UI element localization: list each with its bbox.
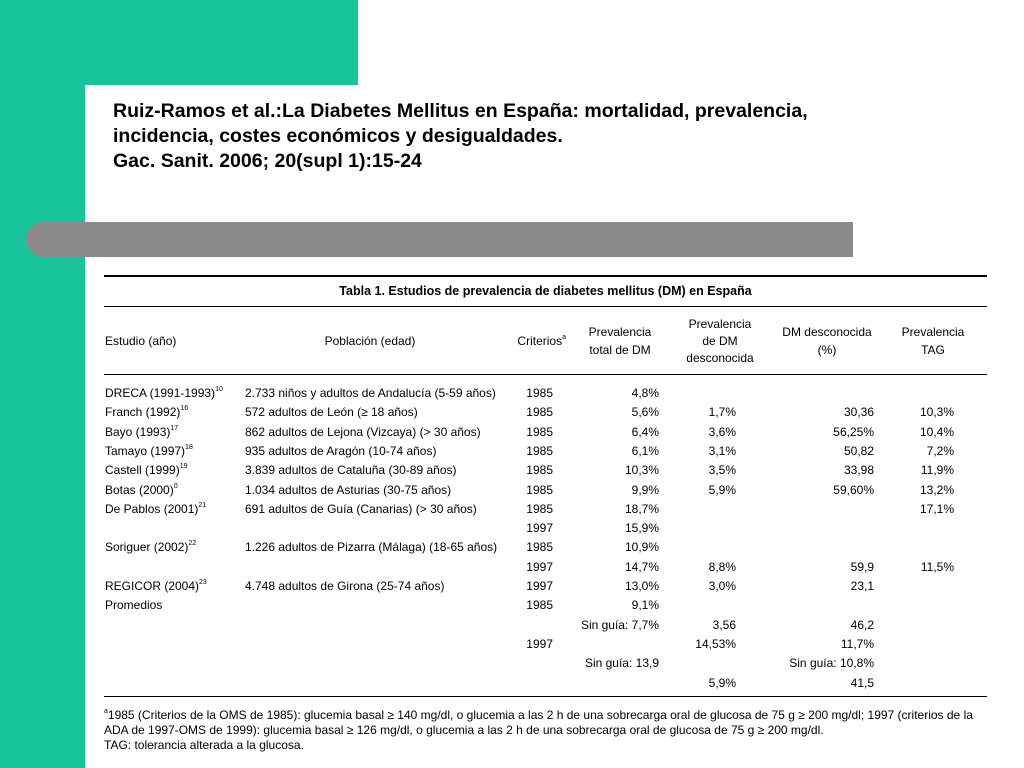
header-prev-tag-1: Prevalencia — [901, 325, 965, 339]
table-cell-prev-total: 15,9% — [624, 521, 659, 536]
header-prev-dm-3: desconocida — [686, 351, 754, 365]
table-cell-prev-total: 6,4% — [631, 424, 659, 439]
table-cell-prev-tag: 17,1% — [919, 501, 954, 516]
header-poblacion: Población (edad) — [324, 334, 416, 348]
table-cell-criterios: 1997 — [526, 559, 553, 574]
table-cell-estudio: Soriguer $(2002)^{22}$ — [105, 540, 197, 555]
table-cell-dm-desc: 41,5 — [850, 675, 874, 690]
table-cell-prev-dm: 14,53% — [695, 636, 736, 651]
header-prev-total-2: total de DM — [589, 343, 651, 357]
table-cell-prev-tag: 13,2% — [919, 482, 954, 497]
table-cell-prev-dm: 3,56 — [712, 617, 736, 632]
header-dm-desc-2: (%) — [817, 343, 837, 357]
title-line-3: Gac. Sanit. 2006; 20(supl 1):15-24 — [113, 150, 422, 172]
table-cell-estudio: Castell $(1999)^{19}$ — [105, 463, 188, 478]
header-dm-desc-1: DM desconocida — [782, 325, 872, 339]
table-cell-prev-total: 14,7% — [624, 559, 659, 574]
table-cell-poblacion: 1.034 adultos de Asturias (30-75 años) — [245, 482, 452, 497]
table-cell-prev-total: 4,8% — [631, 386, 659, 400]
table-cell-prev-dm: 3,5% — [708, 463, 736, 478]
header-estudio: Estudio (año) — [105, 334, 177, 348]
table-cell-dm-desc: Sin guía: 10,8% — [789, 656, 874, 671]
header-prev-dm-1: Prevalencia — [688, 317, 752, 331]
slide-title — [113, 99, 993, 174]
table-cell-estudio: Tamayo $(1997)^{18}$ — [105, 443, 193, 458]
table-cell-poblacion: 2.733 niños y adultos de Andalucía (5-59 años) — [245, 386, 496, 400]
table-cell-dm-desc: 56,25% — [833, 424, 874, 439]
table-bottom-rule — [104, 696, 987, 697]
footnote-line-2: ADA de 1997-OMS de 1999): glucemia basal ≥ 126 mg/dl, o glucemia a las 2 h de una sobrecarga oral de glucosa de 75 g ≥ 200 mg/dl. — [104, 723, 824, 737]
table-cell-prev-total: 9,1% — [631, 598, 659, 613]
table-footnotes — [104, 708, 994, 753]
table-cell-estudio: Botas $(2000)^0$ — [105, 482, 178, 497]
table-cell-poblacion: 862 adultos de Lejona (Vizcaya) (> 30 años) — [245, 424, 481, 439]
header-prev-total-1: Prevalencia — [588, 325, 652, 339]
table-cell-prev-dm: 3,1% — [708, 443, 736, 458]
table-cell-dm-desc: 33,98 — [843, 463, 874, 478]
table-cell-dm-desc: 59,60% — [833, 482, 874, 497]
table-cell-poblacion: 1.226 adultos de Pizarra (Málaga) (18-65 años) — [245, 540, 498, 555]
table-cell-criterios: 1997 — [526, 521, 553, 536]
table-cell-poblacion: 4.748 adultos de Girona (25-74 años) — [245, 579, 445, 593]
table-cell-dm-desc: 30,36 — [843, 405, 874, 420]
table-cell-prev-dm: 3,6% — [708, 424, 736, 439]
table-cell-prev-total: 13,0% — [624, 579, 659, 593]
table-cell-prev-total: 10,9% — [624, 540, 659, 555]
accent-top-bar — [0, 0, 358, 85]
table-cell-criterios: 1985 — [526, 463, 553, 478]
table-cell-prev-total: 5,6% — [631, 405, 659, 420]
table-top-rule — [104, 275, 987, 277]
table-cell-prev-total: Sin guía: 13,9 — [584, 656, 659, 671]
table-cell-criterios: 1985 — [526, 540, 553, 555]
header-rule — [104, 374, 987, 375]
table-cell-estudio: Franch $(1992)^{16}$ — [105, 405, 189, 420]
table-cell-criterios: 1997 — [526, 579, 553, 593]
table-cell-prev-tag: 11,5% — [920, 559, 954, 574]
footnote-line-3: TAG: tolerancia alterada a la glucosa. — [104, 738, 304, 752]
caption-rule — [104, 306, 987, 307]
table-cell-estudio: REGICOR $(2004)^{23}$ — [105, 579, 207, 593]
table-cell-dm-desc: 59,9 — [850, 559, 874, 574]
table-cell-prev-total: 9,9% — [631, 482, 659, 497]
header-criterios: Criterios$^a$ — [517, 334, 566, 348]
table-cell-criterios: 1997 — [526, 636, 553, 651]
header-prev-tag-2: TAG — [921, 343, 945, 357]
table-cell-estudio: Bayo $(1993)^{17}$ — [105, 424, 179, 439]
table-cell-prev-total: 10,3% — [624, 463, 659, 478]
table-cell-dm-desc: 50,82 — [843, 443, 874, 458]
table-cell-criterios: 1985 — [526, 501, 553, 516]
table-cell-prev-total: 18,7% — [624, 501, 659, 516]
table-cell-prev-tag: 7,2% — [926, 443, 954, 458]
table-cell-prev-dm: 5,9% — [708, 482, 736, 497]
table-cell-estudio: Promedios — [105, 598, 163, 613]
table-cell-prev-dm: 8,8% — [708, 559, 736, 574]
table-cell-poblacion: 691 adultos de Guía (Canarias) (> 30 años) — [245, 501, 477, 516]
table-cell-prev-dm: 3,0% — [708, 579, 736, 593]
table-cell-estudio: DRECA (1991-1993)$^{10}$ — [105, 386, 223, 400]
table-cell-poblacion: 935 adultos de Aragón (10-74 años) — [245, 443, 437, 458]
table-cell-criterios: 1985 — [526, 482, 553, 497]
table-cell-prev-dm: 5,9% — [708, 675, 736, 690]
table-cell-poblacion: 3.839 adultos de Cataluña (30-89 años) — [245, 463, 457, 478]
table-cell-prev-total: 6,1% — [631, 443, 659, 458]
table-cell-dm-desc: 11,7% — [840, 636, 874, 651]
title-line-2: incidencia, costes económicos y desigualdades. — [113, 125, 563, 147]
table-cell-criterios: 1985 — [526, 405, 553, 420]
table-cell-prev-tag: 10,3% — [919, 405, 954, 420]
table-cell-estudio: De Pablos $(2001)^{21}$ — [105, 501, 207, 516]
table-cell-prev-total: Sin guía: 7,7% — [580, 617, 659, 632]
footnote-line-1: $^a$1985 (Criterios de la OMS de 1985): glucemia basal ≥ 140 mg/dl, o glucemia a las 2 h de una sobrecarga oral de glucosa de 75 g ≥ 200 mg/dl; 1997 (criterios de la — [104, 708, 973, 722]
table-cell-prev-dm: 1,7% — [708, 405, 736, 420]
table-cell-criterios: 1985 — [526, 386, 553, 400]
table-cell-criterios: 1985 — [526, 424, 553, 439]
table-caption: Tabla 1. Estudios de prevalencia de diabetes mellitus (DM) en España — [339, 284, 752, 298]
accent-side-bar — [0, 0, 85, 768]
divider-bar — [26, 222, 853, 257]
title-line-1: Ruiz-Ramos et al.:La Diabetes Mellitus en España: mortalidad, prevalencia, — [113, 100, 808, 122]
table-cell-criterios: 1985 — [526, 443, 553, 458]
table-cell-dm-desc: 23,1 — [850, 579, 874, 593]
header-prev-dm-2: de DM — [702, 334, 738, 348]
table-cell-prev-tag: 10,4% — [919, 424, 954, 439]
table-cell-poblacion: 572 adultos de León (≥ 18 años) — [245, 405, 418, 420]
table-cell-dm-desc: 46,2 — [850, 617, 874, 632]
table-cell-prev-tag: 11,9% — [920, 463, 954, 478]
table-cell-criterios: 1985 — [526, 598, 553, 613]
